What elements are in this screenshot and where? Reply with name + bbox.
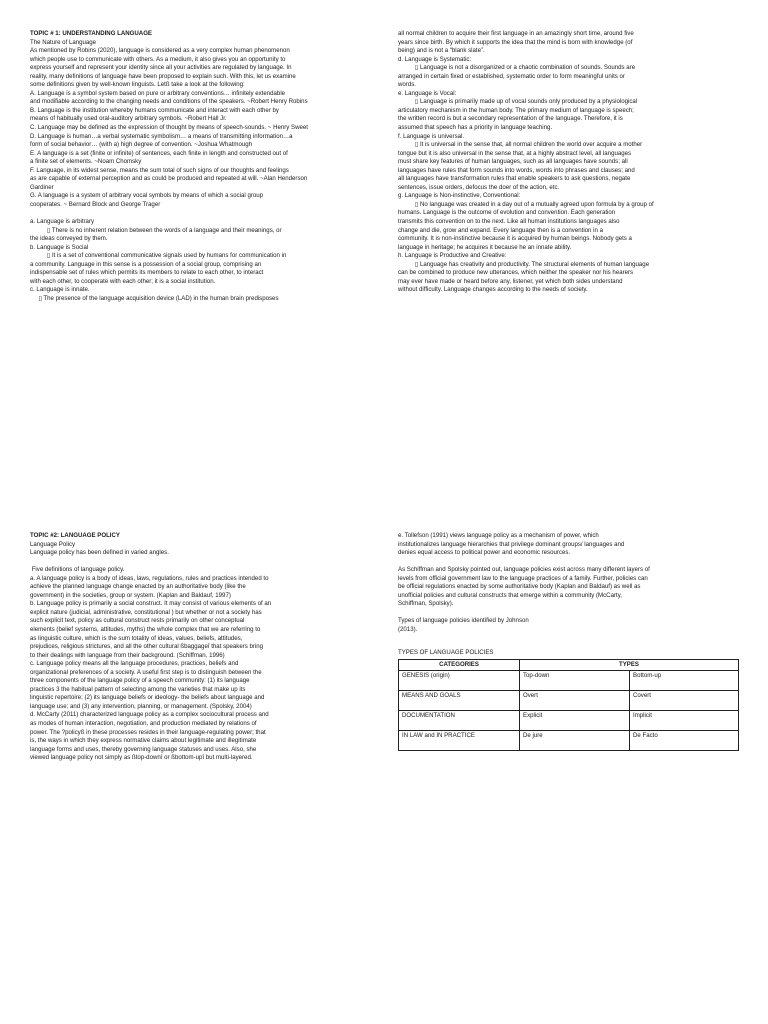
text-line: ▯ The presence of the language acquisition device (LAD) in the human brain predisposes <box>30 294 279 302</box>
topic1-column-right <box>398 30 743 295</box>
table-cell: Covert <box>630 691 739 711</box>
text-line: form of social behavior… (with a) high degree of convention. ~Joshua Whatmough <box>30 141 253 149</box>
text-line <box>30 209 370 218</box>
text-line: with each other, to cooperate with each other; it is a social institution. <box>30 277 216 285</box>
text-line: is, the ways in which they express normative claims about legitimate and illegitimate <box>30 737 257 745</box>
topic2-column-right <box>398 532 743 635</box>
text-line: As mentioned by Robins (2020), language is considered as a very complex human phenomenon <box>30 47 290 55</box>
table-header-row <box>399 660 739 671</box>
text-line: unofficial policies and cultural constructs that emerge within a community (McCarty, <box>398 591 622 599</box>
text-line: the ideas conveyed by them. <box>30 235 108 243</box>
text-line: viewed language policy not simply as ßtop-downî or ßbottom-upî but multi-layered. <box>30 754 253 762</box>
text-line: language forms and uses, thereby governing language statuses and uses. Also, she <box>30 745 257 753</box>
text-line: As Schiffman and Spolsky pointed out, language policies exist across many different layers of <box>398 566 650 574</box>
text-line: g. Language is Non-instinctive, Conventional: <box>398 192 521 200</box>
text-line: be official regulations enacted by some authoritative body (Kaplan and Baldauf) as well as <box>398 583 641 591</box>
text-line: sentences, issue orders, defocus the doer of the action, etc. <box>398 183 560 191</box>
table-cell: Explicit <box>520 711 630 731</box>
table-cell: Bottom-up <box>630 671 739 691</box>
text-line: prejudices, religious strictures, and all the other cultural ßbaggageî that speakers bring <box>30 643 264 651</box>
text-line: and modifiable according to the changing needs and conditions of the speakers. ~Robert Henry Robins <box>30 98 308 106</box>
text-line: Schiffman, Spolsky). <box>398 600 454 608</box>
table-caption: TYPES OF LANGUAGE POLICIES <box>398 649 494 656</box>
text-line: as linguistic culture, which is the sum totality of ideas, values, beliefs, attitudes, <box>30 634 243 642</box>
text-line: ▯ It is a set of conventional communicative signals used by humans for communication in <box>30 252 287 260</box>
table-cell: IN LAW and IN PRACTICE <box>399 731 520 751</box>
table-cell: DOCUMENTATION <box>399 711 520 731</box>
text-line: F. Language, in its widest sense, means the sum total of such signs of our thoughts and feelings <box>30 166 289 174</box>
text-line: organizational preferences of a society. A useful first step is to distinguish between the <box>30 668 262 676</box>
text-line: government) in the societies, group or system. (Kaplan and Baldauf, 1997) <box>30 591 231 599</box>
text-line: D. Language is human…a verbal systematic symbolism… a means of transmitting information…a <box>30 132 293 140</box>
text-line: denies equal access to political power and economic resources. <box>398 549 571 557</box>
text-line: languages have rules that form sounds into words, words into phrases and clauses; and <box>398 166 635 174</box>
text-line: assumed that speech has a priority in language teaching. <box>398 124 553 132</box>
text-line: achieve the planned language change enacted by an authoritative body (like the <box>30 583 246 591</box>
text-line: community. It is non-instinctive because it is acquired by human beings. Nobody gets a <box>398 235 632 243</box>
text-line: humans. Language is the outcome of evolution and convention. Each generation <box>398 209 616 217</box>
text-line: without difficulty. Language changes according to the needs of society. <box>398 286 588 294</box>
text-line: G. A language is a system of arbitrary vocal symbols by means of which a social group <box>30 192 264 200</box>
text-line: a. A language policy is a body of ideas, laws, regulations, rules and practices intended to <box>30 574 269 582</box>
text-line: Language policy has been defined in varied angles. <box>30 549 169 557</box>
table-cell: MEANS AND GOALS <box>399 691 520 711</box>
text-line: a community. Language in this sense is a possession of a social group, comprising an <box>30 260 262 268</box>
text-line: ▯ There is no inherent relation between the words of a language and their meanings, or <box>30 226 282 234</box>
text-line: f. Language is universal. <box>398 132 465 140</box>
text-line: change and die, grow and expand. Every language then is a convention in a <box>398 226 603 234</box>
text-line: Gardiner <box>30 183 54 191</box>
text-line: TOPIC #2: LANGUAGE POLICY <box>30 532 120 539</box>
text-line: words. <box>398 81 416 89</box>
text-line: linguistic repertoire; (2) its language beliefs or ideology- the beliefs about language and <box>30 694 265 702</box>
text-line: h. Language is Productive and Creative: <box>398 252 507 260</box>
text-line: E. A language is a set (finite or infinite) of sentences, each finite in length and constructed out of <box>30 149 288 157</box>
text-line: language in heritage; he acquires it because he an innate ability. <box>398 243 572 251</box>
text-line: a. Language is arbitrary <box>30 218 95 226</box>
text-line: d. Language is Systematic: <box>398 55 472 63</box>
text-line: the written record is but a secondary representation of the language. Therefore, it is <box>398 115 623 123</box>
text-line: A. Language is a symbol system based on pure or arbitrary conventions… infinitely extendable <box>30 89 286 97</box>
header-categories: CATEGORIES <box>399 660 520 671</box>
table-row <box>399 691 739 711</box>
text-line: ▯ No language was created in a day out of a mutually agreed upon formula by a group of <box>398 200 654 208</box>
text-line: all languages have transformation rules that enable speakers to ask questions, negate <box>398 175 631 183</box>
language-policy-types-table <box>398 659 739 751</box>
text-line: all normal children to acquire their first language in an amazingly short time, around five <box>398 30 634 37</box>
text-line: may ever have made or heard before any, listener, yet which both sides understand <box>398 277 623 285</box>
text-line: as are capable of external perception and as could be produced and repeated at will. ~Alan Henderson <box>30 175 308 183</box>
text-line: practices 3 the habitual pattern of selecting among the varieties that make up its <box>30 685 246 693</box>
text-line: being) and is not a “blank slate”. <box>398 47 485 55</box>
text-line <box>30 558 370 567</box>
text-line: language use; and (3) any intervention, planning, or management. (Spolsky, 2004) <box>30 702 252 710</box>
topic1-column-left <box>30 30 370 304</box>
text-line: institutionalizes language hierarchies that privilege dominant groups/ languages and <box>398 540 625 548</box>
table-row <box>399 731 739 751</box>
table-cell: De Facto <box>630 731 739 751</box>
text-line: such explicit text, policy as cultural construct rests primarily on other conceptual <box>30 617 245 625</box>
topic2-column-left <box>30 532 370 763</box>
text-line: three components of the language policy of a speech community: (1) its language <box>30 677 250 685</box>
text-line: elements (belief systems, attitudes, myths) the whole complex that we are referring to <box>30 626 261 634</box>
text-line: c. Language policy means all the language procedures, practices, beliefs and <box>30 660 239 668</box>
text-line: to their dealings with language from their background. (Schiffman, 1996) <box>30 651 225 659</box>
table-cell: Top-down <box>520 671 630 691</box>
text-line: Types of language policies identified by Johnson <box>398 617 529 625</box>
text-line: b. Language policy is primarily a social construct. It may consist of various elements of an <box>30 600 272 608</box>
text-line: d. McCarty (2011) characterized language policy as a complex sociocultural process and <box>30 711 269 719</box>
text-line: power. The ?policyß in these processes resides in their language-regulating power; that <box>30 728 266 736</box>
text-line: arranged in certain fixed or established, systematic order to form meaningful units or <box>398 72 625 80</box>
text-line: explicit nature (judicial, administrative, constitutional ) but whether or not a society has <box>30 608 262 616</box>
text-line: ▯ Language has creativity and productivity. The structural elements of human language <box>398 260 650 268</box>
text-line: Language Policy <box>30 540 76 548</box>
table-cell: De jure <box>520 731 630 751</box>
text-line: transmits this convention on to the next. Like all human institutions languages also <box>398 218 620 226</box>
text-line: C. Language may be defined as the expression of thought by means of speech-sounds. ~ Henry Sweet <box>30 124 308 132</box>
text-line: years since birth. By which it supports the idea that the mind is born with knowledge (of <box>398 38 633 46</box>
text-line: as modes of human interaction, negotiation, and production mediated by relations of <box>30 720 257 728</box>
text-line: must share key features of human languages, such as all languages have sounds; all <box>398 158 628 166</box>
text-line: levels from official government law to the language practices of a family. Further, policies can <box>398 574 648 582</box>
table-cell: Overt <box>520 691 630 711</box>
text-line: Five definitions of language policy. <box>30 566 125 574</box>
text-line <box>398 558 743 567</box>
table-cell: GENESIS (origin) <box>399 671 520 691</box>
text-line <box>398 609 743 618</box>
text-line: express yourself and represent your identity since all your activities are regulated by language. In <box>30 64 292 72</box>
text-line: b. Language is Social <box>30 243 89 251</box>
text-line: TOPIC # 1: UNDERSTANDING LANGUAGE <box>30 30 152 37</box>
table-cell: Implicit <box>630 711 739 731</box>
text-line: ▯ Language is not a disorganized or a chaotic combination of sounds. Sounds are <box>398 64 636 72</box>
text-line: articulatory mechanism in the human body. The primary medium of language is speech; <box>398 106 634 114</box>
text-line: cooperates. ~ Bernard Block and George Trager <box>30 200 161 208</box>
text-line: The Nature of Language <box>30 38 97 46</box>
text-line: ▯ It is universal in the sense that, all normal children the world over acquire a mother <box>398 141 643 149</box>
text-line: which people use to communicate with others. As a medium, it also gives you an opportunity to <box>30 55 286 63</box>
text-line: means of habitually used oral-auditory arbitrary symbols. ~Robert Hall Jr. <box>30 115 227 123</box>
table-row <box>399 671 739 691</box>
text-line: B. Language is the institution whereby humans communicate and interact with each other by <box>30 106 279 114</box>
text-line: reality, many definitions of language have been proposed to explain such. With this, let us examine <box>30 72 296 80</box>
text-line: e. Language is Vocal: <box>398 89 457 97</box>
table-row <box>399 711 739 731</box>
text-line: c. Language is innate. <box>30 286 90 294</box>
header-types: TYPES <box>520 660 739 671</box>
text-line: can be combined to produce new utterances, which neither the speaker nor his hearers <box>398 269 634 277</box>
text-line: e. Tollefson (1991) views language policy as a mechanism of power, which <box>398 532 599 539</box>
text-line: (2013). <box>398 626 418 634</box>
text-line: some definitions given by well-known linguists. Letß take a look at the following: <box>30 81 245 89</box>
text-line: ▯ Language is primarily made up of vocal sounds only produced by a physiological <box>398 98 638 106</box>
text-line: a finite set of elements. ~Noam Chomsky <box>30 158 142 166</box>
text-line: indispensable set of rules which permits its members to relate to each other, to interact <box>30 269 264 277</box>
text-line: tongue but it is also universal in the sense that, at a highly abstract level, all languages <box>398 149 632 157</box>
